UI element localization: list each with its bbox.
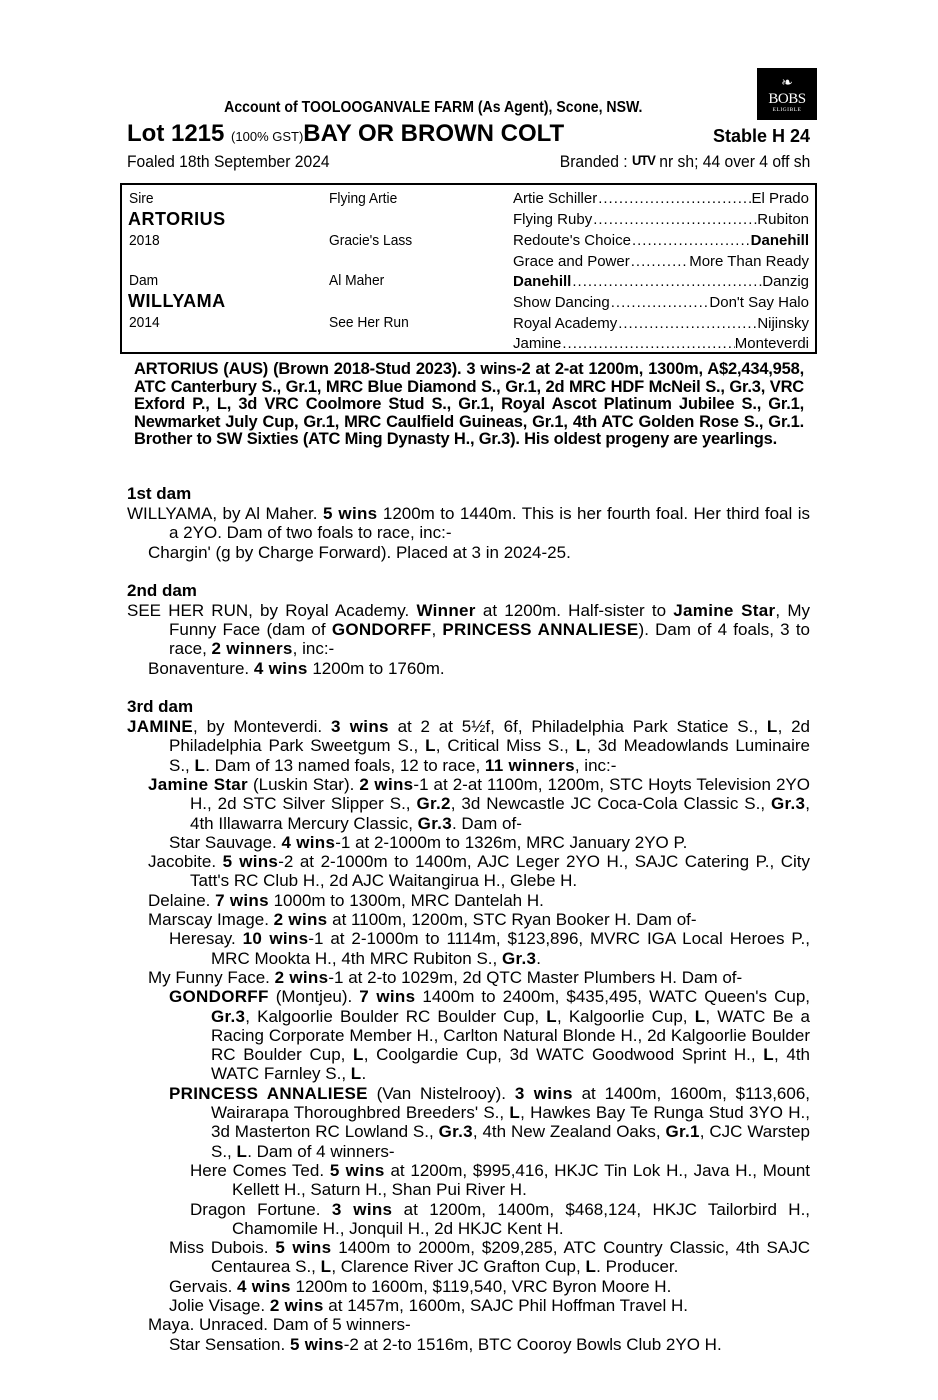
progeny-entry: Jamine Star (Luskin Star). 2 wins-1 at 2-at 1100m, 1200m, STC Hoyts Television 2YO H., 2d STC Silver Slipper S., Gr.2, 3d Newcastle JC Coca-Cola Classic S., Gr.3, 4th Illawarra Mercury Classic, Gr.3. Dam of- [148,774,810,833]
gen3-row [513,209,809,230]
progeny-entry: Miss Dubois. 5 wins 1400m to 2000m, $209,285, ATC Country Classic, 4th SAJC Centaurea S., L, Clarence River JC Grafton Cup, L. Producer. [169,1238,810,1277]
gen3-name: Show Dancing [513,294,610,311]
foaled-date: Foaled 18th September 2024 [127,152,330,171]
brand-mark-icon: UTV [631,152,655,168]
dam-dam: See Her Run [329,314,409,331]
gst-note: (100% GST) [231,129,304,144]
branded-info [559,152,810,172]
gen3-name: Danehill [513,273,572,290]
gen3-sire: More Than Ready [689,253,809,270]
progeny-entry: Jacobite. 5 wins-2 at 2-1000m to 1400m, AJC Leger 2YO H., SAJC Catering P., City Tatt's RC Club H., 2d AJC Waitangirua H., Glebe H. [148,852,810,891]
dam-name: WILLYAMA [128,291,226,311]
gen3-sire: Danehill [750,232,809,249]
gen3-sire: Rubiton [757,211,809,228]
dam-year: 2014 [129,314,160,331]
dam1-entry: WILLYAMA, by Al Maher. 5 wins 1200m to 1440m. This is her fourth foal. Her third foal is a 2YO. Dam of two foals to race, inc:- [127,504,810,543]
sire-name: ARTORIUS [128,209,226,229]
branded-label: Branded : [559,152,632,171]
progeny-entry: Jolie Visage. 2 wins at 1457m, 1600m, SAJC Phil Hoffman Travel H. [169,1295,688,1315]
gen3-sire: Monteverdi [734,335,809,352]
progeny-entry: Chargin' (g by Charge Forward). Placed at 3 in 2024-25. [148,542,571,562]
sire-sire: Flying Artie [329,190,398,207]
lot-title [127,120,564,148]
sire-summary: ARTORIUS (AUS) (Brown 2018-Stud 2023). 3 wins-2 at 2-at 1200m, 1300m, A$2,434,958, ATC Canterbury S., Gr.1, MRC Blue Diamond S., Gr.1, 2d MRC HDF McNeil S., Gr.3, VRC Exford P., L, 3d VRC Coolmore Stud S., Gr.1, Royal Ascot Platinum Jubilee S., Gr.1, Newmarket July Cup, Gr.1, MRC Caulfield Guineas, Gr.1, 4th ATC Golden Rose S., Gr.1. Brother to SW Sixties (ATC Ming Dynasty H., Gr.3). His oldest progeny are yearlings. [134,360,804,448]
progeny-entry: My Funny Face. 2 wins-1 at 2-to 1029m, 2d QTC Master Plumbers H. Dam of- [148,967,743,987]
progeny-entry: GONDORFF (Montjeu). 7 wins 1400m to 2400m, $435,495, WATC Queen's Cup, Gr.3, Kalgoorlie Boulder RC Boulder Cup, L, Kalgoorlie Cup, L, WATC Be a Racing Corporate Member H., Carlton Natural Blonde H., 2d Kalgoorlie Boulder RC Boulder Cup, L, Coolgardie Cup, 3d WATC Goodwood Sprint H., L, 4th WATC Farnley S., L. [169,987,810,1084]
dam-label: Dam [129,272,159,289]
gen3-row [513,271,809,292]
lot-number: Lot 1215 [127,120,225,147]
gen3-row [513,292,809,313]
gen3-sire: Danzig [762,273,809,290]
progeny-entry: Star Sensation. 5 wins-2 at 2-to 1516m, BTC Cooroy Bowls Club 2YO H. [169,1334,722,1354]
produce-record [127,484,810,1354]
gen3-row [513,313,809,334]
horse-head-icon: ❧ [781,74,793,90]
vendor-account: Account of TOOLOOGANVALE FARM (As Agent), Scone, NSW. [224,99,643,116]
dam2-entry: SEE HER RUN, by Royal Academy. Winner at 1200m. Half-sister to Jamine Star, My Funny Face (dam of GONDORFF, PRINCESS ANNALIESE). Dam of 4 foals, 3 to race, 2 winners, inc:- [127,600,811,659]
progeny-entry: PRINCESS ANNALIESE (Van Nistelrooy). 3 wins at 1400m, 1600m, $113,606, Wairarapa Thoroughbred Breeders' S., L, Hawkes Bay Te Runga Stud 3YO H., 3d Masterton RC Lowland S., Gr.3, 4th New Zealand Oaks, Gr.1, CJC Warstep S., L. Dam of 4 winners- [169,1083,811,1161]
dam-sire: Al Maher [329,272,385,289]
gen3-sire: Don't Say Halo [709,294,809,311]
gen3-name: Grace and Power [513,253,630,270]
lot-line [127,120,810,150]
sire-year: 2018 [129,232,160,249]
gen3-row [513,251,809,272]
stable-location: Stable H 24 [712,126,810,146]
logo-text-eligible: ELIGIBLE [772,107,802,113]
progeny-entry: Dragon Fortune. 3 wins at 1200m, 1400m, $468,124, HKJC Tailorbird H., Chamomile H., Jonquil H., 2d HKJC Kent H. [190,1199,811,1238]
progeny-entry: Star Sauvage. 4 wins-1 at 2-1000m to 1326m, MRC January 2YO P. [169,832,688,852]
logo-text-bobs: BOBS [768,91,806,107]
sire-label: Sire [129,190,154,207]
gen3-name: Royal Academy [513,315,618,332]
dam3-heading: 3rd dam [127,697,194,717]
gen3-row [513,333,809,354]
gen3-sire: Nijinsky [757,315,809,332]
progeny-entry: Gervais. 4 wins 1200m to 1600m, $119,540, VRC Byron Moore H. [169,1276,672,1296]
progeny-entry: Marscay Image. 2 wins at 1100m, 1200m, STC Ryan Booker H. Dam of- [148,910,697,930]
gen3-name: Artie Schiller [513,190,598,207]
dam1-heading: 1st dam [127,484,192,503]
gen3-name: Redoute's Choice [513,232,631,249]
branded-details: nr sh; 44 over 4 off sh [654,152,810,171]
sire-dam: Gracie's Lass [329,232,413,249]
progeny-entry: Here Comes Ted. 5 wins at 1200m, $995,416, HKJC Tin Lok H., Java H., Mount Kellett H., Saturn H., Shan Pui River H. [190,1160,810,1200]
dam2-heading: 2nd dam [127,580,197,600]
dam3-entry: JAMINE, by Monteverdi. 3 wins at 2 at 5½f, 6f, Philadelphia Park Statice S., L, 2d Philadelphia Park Sweetgum S., L, Critical Miss S., L, 3d Meadowlands Luminaire S., L. Dam of 13 named foals, 12 to race, 11 winners, inc:- [127,717,810,775]
progeny-entry: Bonaventure. 4 wins 1200m to 1760m. [148,658,445,678]
gen3-name: Flying Ruby [513,211,593,228]
gen3-row [513,230,809,251]
gen3-row [513,188,809,209]
progeny-entry: Delaine. 7 wins 1000m to 1300m, MRC Dantelah H. [148,890,544,910]
gen3-sire: El Prado [751,190,809,207]
gen3-name: Jamine [513,335,562,352]
lot-description: BAY OR BROWN COLT [303,120,565,147]
pedigree-table [120,183,817,354]
progeny-entry: Heresay. 10 wins-1 at 2-1000m to 1114m, $123,896, MVRC IGA Local Heroes P., MRC Mookta H., 4th MRC Rubiton S., Gr.3. [169,929,810,968]
progeny-entry: Maya. Unraced. Dam of 5 winners- [148,1315,411,1335]
